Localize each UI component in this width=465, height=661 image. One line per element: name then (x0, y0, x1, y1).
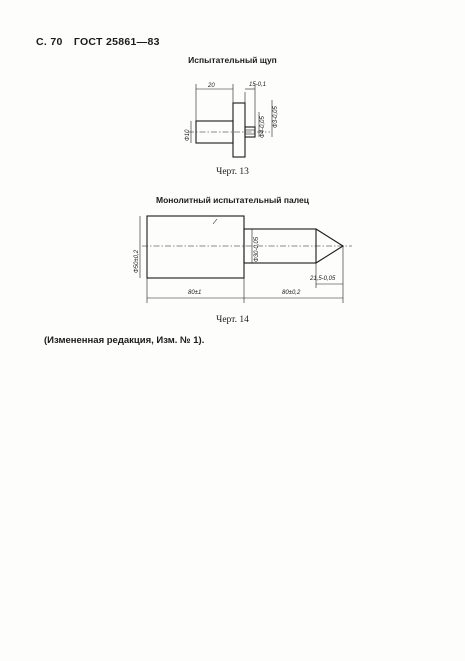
fig13-dim-tip-diameter-1: Ф4-0,05 (260, 116, 266, 138)
figure-14-caption: Черт. 14 (216, 315, 249, 325)
fig14-dim-body-length: 80±1 (188, 290, 202, 296)
fig13-dim-shaft-diameter: Ф10 (185, 129, 191, 141)
fig13-dim-disk-length: 15-0,1 (249, 82, 267, 88)
figure-14-title: Монолитный испытательный палец (156, 195, 309, 205)
figure-13-title: Испытательный щуп (188, 55, 277, 65)
fig13-dim-tip-diameter-2: Ф3-0,05 (273, 106, 279, 128)
page-number: С. 70 (36, 36, 63, 48)
fig14-dim-cone-length: 21,5-0,05 (310, 276, 336, 282)
amendment-note: (Измененная редакция, Изм. № 1). (44, 335, 205, 346)
fig14-dim-body-diameter: Ф50±0,2 (134, 249, 140, 273)
standard-number: ГОСТ 25861—83 (73, 36, 160, 48)
fig14-body (147, 216, 244, 278)
fig13-dim-shaft-length: 20 (208, 83, 215, 89)
fig14-dim-tip-diameter: Ф30-0,05 (254, 236, 260, 262)
fig14-dim-tip-length: 80±0,2 (282, 290, 301, 296)
figure-13-caption: Черт. 13 (216, 167, 249, 177)
